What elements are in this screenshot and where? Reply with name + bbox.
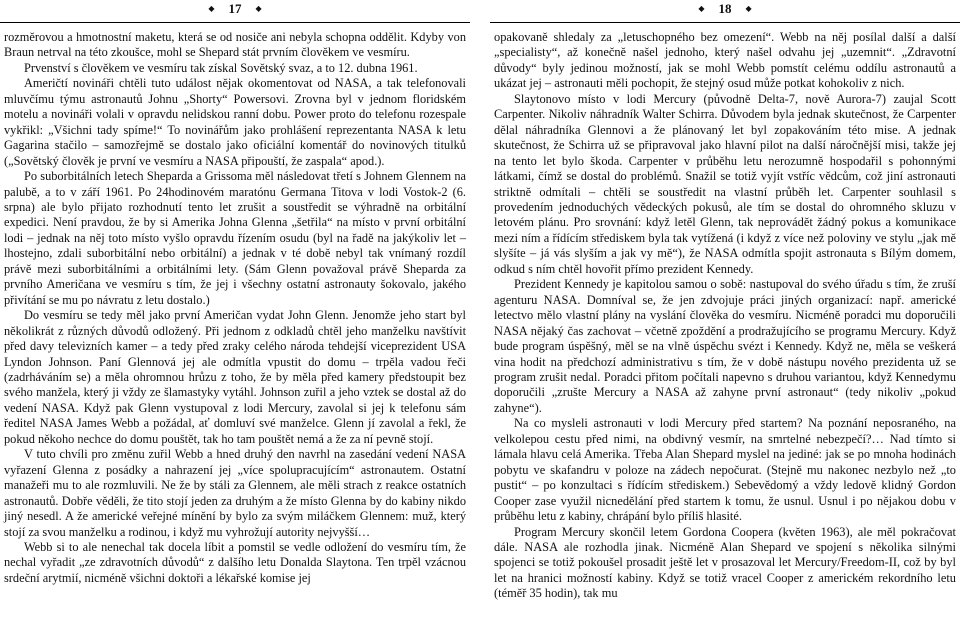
page-body xyxy=(4,30,466,628)
paragraph: Do vesmíru se tedy měl jako první Američan vydat John Glenn. Jenomže jeho start byl několikrát z různých důvodů odložený. Při jednom z odkladů chtěl jeho manželku navštívit před davy televizních kamer – a tedy před zraky celého národa tehdejší viceprezident USA Lyndon Johnson. Paní Glennová jej ale odmítla vpustit do domu – trpěla vadou řeči (zadrháváním se) a měla ohromnou hrůzu z toho, že by měla před kamery předstoupit bez svého manžela, který ji vždy ze šlamastyky vytáhl. Johnson zuřil a jeho vztek se dostal až do vedení NASA. Když pak Glenn vystupoval z lodi Mercury, zavolal si jej k telefonu sám ředitel NASA James Webb a požádal, ať domluví své manželce. Glenn jí zavolal a řekl, že pokud někoho nechce do domu pouštět, tak ho tam pouštět nemá a že za ní pevně stojí. xyxy=(4,308,466,446)
paragraph: Po suborbitálních letech Sheparda a Grissoma měl následovat třetí s Johnem Glennem na palubě, a to v září 1961. Po 24hodinovém maratónu Germana Titova v lodi Vostok-2 (6. srpna) ale bylo přijato rozhodnutí tento let zrušit a soustředit se výhradně na orbitální expedici. Není pravdou, že by si Amerika Johna Glenna „šetřila“ na místo v první orbitální lodi – jednak na něj toto místo vyšlo opravdu řízením osudu (byl na řadě na jakýkoliv let – lhostejno, zdali suborbitální nebo orbitální) a jednak v té době nebyl tak vnímaný rozdíl právě mezi suborbitálními a orbitálními lety. (Sám Glenn považoval právě Sheparda za prvního Američana ve vesmíru s tím, že jej i všechny ostatní astronauty šokovalo, jakého přivítání se mu po návratu z letu dostalo.) xyxy=(4,169,466,307)
diamond-ornament-icon: ◆ xyxy=(745,4,752,13)
paragraph: V tuto chvíli pro změnu zuřil Webb a hned druhý den navrhl na zasedání vedení NASA vyřazení Glenna z posádky a nahrazení jej „více spolupracujícím“ astronautem. Ostatní manažeři mu to ale rozmluvili. Ne že by stáli za Glennem, ale měli strach z reakce ostatních astronautů. Dobře věděli, že tito stojí jeden za druhým a že místo Glenna by do kabiny nikdo jiný nesedl. A že americké veřejné mínění by bylo za svým miláčkem Glennem: muž, který stojí za svou manželku a rodinou, i když mu vyhrožují autority nejvyšší… xyxy=(4,447,466,539)
paragraph: Prvenství s člověkem ve vesmíru tak získal Sovětský svaz, a to 12. dubna 1961. xyxy=(24,60,418,75)
paragraph: Program Mercury skončil letem Gordona Coopera (květen 1963), ale měl pokračovat dále. NASA ale rozhodla jinak. Nicméně Alan Shepard ve spojení s několika silnými spojenci se totiž pokoušel prosadit ještě let v prosazoval let Mercury/Freedom-II, což by byl let na hranici možností kabiny. Když se totiž vracel Cooper z americkém rekordního letu (téměř 35 hodin), tak mu xyxy=(494,524,956,601)
page-number: 17 xyxy=(228,1,242,16)
paragraph: Na co mysleli astronauti v lodi Mercury před startem? Na poznání neposraného, na velkolepou cestu před nimi, na obdivný vesmír, na smrtelné nebezpečí?… Nad tímto si lámala hlavu celá Amerika. Třeba Alan Shepard myslel na jediné: jak se po mnoha hodinách pobytu ve skafandru v poloze na zádech nepočurat. (Stejně mu nakonec nezbylo než „to pustit“ – po konzultaci s řídícím střediskem.) Sebevědomý a vždy ledově klidný Gordon Cooper zase využil nicnedělání před startem k tomu, že usnul. Usnul i po nějakou dobu v průběhu letu z kabiny, chrápání bylo příliš hlasité. xyxy=(494,416,956,524)
paragraph: opakovaně shledaly za „letuschopného bez omezení“. Webb na něj posílal další a další „specialisty“, až konečně našel jednoho, který našel odvahu jej „uzemnit“. „Zdravotní důvody“ byly jedinou možností, jak se mohl Webb pomstít celému oddílu astronautů a ukázat jej – astronauti měli pochopit, že stejný osud může potkat kohokoliv z nich. xyxy=(494,30,956,91)
page-number: 18 xyxy=(718,1,732,16)
page-header xyxy=(490,0,960,18)
right-page xyxy=(490,0,960,628)
paragraph: Webb si to ale nenechal tak docela líbit a pomstil se vedle odložení do vesmíru tím, že nechal vyřadit „ze zdravotních důvodů“ z dalšího letu Donalda Slaytona. Ten trpěl vzácnou srdeční arytmií, nicméně všichni doktoři a lékařské komise jej xyxy=(4,539,466,585)
diamond-ornament-icon: ◆ xyxy=(208,4,215,13)
left-page xyxy=(0,0,470,628)
paragraph: rozměrovou a hmotnostní maketu, která se od nosiče ani nebyla schopna oddělit. Kdyby von Braun netrval na této zkoušce, mohl se Shepard stát prvním člověkem ve vesmíru. xyxy=(4,30,466,60)
paragraph: Slaytonovo místo v lodi Mercury (původně Delta-7, nově Aurora-7) zaujal Scott Carpenter. Nikoliv náhradník Walter Schirra. Důvodem byla jednak skutečnost, že Carpenter dělal náhradníka Glennovi a že plánovaný let byl zopakováním této mise. A jednak skutečnost, že Schirra už se připravoval jako hlavní pilot na další náročnější misi, takže jej na tento let bylo škoda. Carpenter v průběhu letu nerozumně hospodařil s pohonnými látkami, čímž se dostal do problémů. Snažil se totiž vyjít vstříc vědcům, což jiní astronauti striktně odmítali – chtěli se soustředit na vlastní průběh let. Carpenter souhlasil s provedením jednoduchých vědeckých pokusů, ale tím se dostal do ohromného skluzu v letovém plánu. Pro srovnání: když letěl Glenn, tak neprovádět žádný pokus a komunikace mezi ním a řídícím střediskem byla tak vytížená (i když z více než poloviny ve stylu „jak mě slyšíte – já vás slyším a jak vy mě“), že NASA odmítla spojit astronauta s Bílým domem, odkud s ním chtěl hovořit přímo prezident Kennedy. xyxy=(494,91,956,276)
paragraph: Američtí novináři chtěli tuto událost nějak okomentovat od NASA, a tak telefonovali mluvčímu týmu astronautů Johnu „Shorty“ Powersovi. Zrovna byl v jednom floridském motelu a novináři volali v opravdu nelidskou ranní dobu. Power proto do telefonu rozespale vykřikl: „Všichni tady spíme!“ To novinářům jako prohlášení reprezentanta NASA k letu Gagarina stačilo – samozřejmě se dostalo jako oficiální komentář do novinových titulků („Sovětský člověk je první ve vesmíru a NASA připouští, že zaspala“ apod.). xyxy=(4,76,466,168)
diamond-ornament-icon: ◆ xyxy=(698,4,705,13)
paragraph: Prezident Kennedy je kapitolou samou o sobě: nastupoval do svého úřadu s tím, že zruší agenturu NASA. Domníval se, že jen zdvojuje práci jiných organizací: např. americké letectvo mělo vlastní plány na vyslání člověka do vesmíru. Nicméně poradci mu doporučili NASA nějaký čas zachovat – včetně zpoždění a prodražujícího se programu Mercury. Když bude program úspěšný, měl se na vlně úspěchu svézt i Kennedy. Když ne, měla se veškerá vina hodit na předchozí administrativu s tím, že v době nástupu nového prezidenta už se program zrušit nedal. Poradci přitom počítali napevno s druhou variantou, když Kennedymu doporučili „zrušte Mercury a NASA až zahyne první astronaut“ (tedy nikoliv „pokud zahyne“). xyxy=(494,277,956,415)
page-body xyxy=(494,30,956,628)
diamond-ornament-icon: ◆ xyxy=(255,4,262,13)
page-header xyxy=(0,0,470,18)
